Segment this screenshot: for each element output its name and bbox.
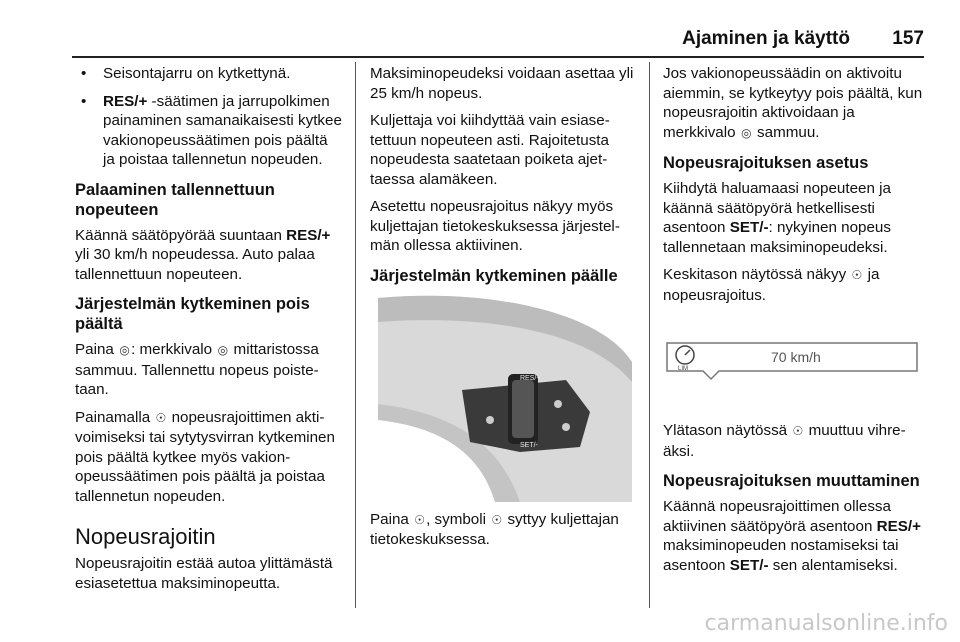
cruise-control-icon: ◎: [217, 343, 229, 357]
column-divider-2: [649, 62, 650, 608]
paragraph: [75, 408, 343, 507]
text: Käännä nopeusrajoittimen ollessa aktiivinen säätöpyörä asentoon: [663, 498, 891, 535]
text: yli 30 km/h nopeudessa. Auto palaa tallennettuun nopeuteen.: [75, 246, 315, 283]
text: mittaristossa sammuu. Tallennettu nopeus poistetaan.: [75, 341, 319, 398]
text: muuttuu vihreäksi.: [663, 422, 906, 460]
text: : nykyinen nopeus tallennetaan maksiminopeudeksi.: [663, 219, 891, 256]
control-label: RES/+: [103, 92, 148, 110]
cruise-control-icon: ◎: [119, 343, 130, 357]
res-label: RES/+: [520, 374, 541, 382]
text: , symboli: [426, 510, 491, 528]
paragraph: [663, 64, 929, 143]
heading-on: Järjestelmän kytkeminen päälle: [370, 266, 618, 285]
paragraph: [663, 265, 929, 305]
speed-limiter-icon: ☉: [792, 424, 804, 438]
page-number: 157: [892, 28, 924, 49]
speed-limiter-icon: ☉: [851, 268, 863, 282]
header-rule: [72, 56, 924, 58]
display-illustration: [663, 313, 925, 413]
display-speed: 70 km/h: [771, 349, 821, 365]
column-3: [663, 64, 929, 583]
paragraph: [75, 226, 343, 285]
paragraph: Nopeusrajoitin estää autoa ylittämästä esiasetettua maksiminopeutta.: [75, 555, 333, 592]
heading-change: Nopeusrajoituksen muuttaminen: [663, 472, 920, 490]
text: : merkkivalo: [131, 341, 217, 358]
text: Paina: [370, 510, 414, 528]
heading-off: Järjestelmän kytkeminen pois päältä: [75, 295, 310, 333]
paragraph: [663, 179, 929, 257]
paragraph: [663, 497, 929, 575]
text: Käännä säätöpyörää suuntaan: [75, 226, 287, 244]
steering-wheel-illustration: [370, 292, 632, 502]
paragraph: [370, 510, 638, 550]
paragraph: Kuljettaja voi kiihdyttää vain esiasetettuun nopeuteen asti. Rajoitetusta nopeudesta saatetaan poiketa ajettaessa alamäkeen.: [370, 112, 610, 188]
text: Keskitason näytössä näkyy: [663, 266, 851, 283]
text: Painamalla: [75, 408, 155, 426]
text: Ylätason näytössä: [663, 422, 792, 439]
text: ja nopeusrajoitus.: [663, 266, 880, 304]
text: Paina: [75, 341, 119, 358]
column-divider-1: [355, 62, 356, 608]
lim-label: LIM: [678, 366, 689, 372]
bullet-item: • Seisontajarru on kytkettynä.: [75, 64, 343, 84]
cruise-control-icon: ◎: [741, 125, 752, 140]
control-label: SET/-: [729, 556, 769, 574]
paragraph: Asetettu nopeusrajoitus näkyy myös kuljettajan tietokeskuksessa järjestelmän ollessa aktiivinen.: [370, 198, 620, 254]
heading-set: Nopeusrajoituksen asetus: [663, 154, 869, 172]
bullet-text: -säätimen ja jarrupolkimen painaminen samanaikaisesti kytkee vakionopeussäätimen pois päältä ja poistaa tallennetun nopeuden.: [103, 92, 342, 168]
speed-limiter-icon: ☉: [414, 512, 425, 527]
control-label: RES/+: [286, 226, 331, 244]
heading-return: Palaaminen tallennettuun nopeuteen: [75, 180, 275, 219]
text: sen alentamiseksi.: [768, 556, 898, 574]
set-label: SET/-: [520, 441, 538, 449]
text: maksiminopeuden nostamiseksi tai asentoon: [663, 537, 899, 574]
speed-limiter-icon: ☉: [155, 410, 167, 425]
text: Kiihdytä haluamaasi nopeuteen ja käännä säätöpyörä hetkellisesti asentoon: [663, 180, 891, 236]
column-1: [75, 64, 343, 601]
chapter-title: Ajaminen ja käyttö: [682, 28, 850, 49]
paragraph: [663, 421, 929, 461]
paragraph: [75, 340, 343, 400]
control-label: RES/+: [876, 517, 921, 535]
text: syttyy kuljettajan tietokeskuksessa.: [370, 510, 619, 548]
speed-limiter-icon: ☉: [491, 512, 503, 527]
text: nopeusrajoittimen aktivoimiseksi tai sytytysvirran kytkeminen pois päältä kytkee myös vakionopeussäätimen pois päältä ja poistaa tallennetun nopeuden.: [75, 408, 335, 505]
text: sammuu.: [752, 123, 820, 141]
bullet-item: [75, 92, 343, 170]
control-label: SET/-: [729, 219, 769, 236]
watermark: carmanualsonline.info: [704, 611, 948, 636]
page-header: [0, 0, 960, 58]
text: Jos vakionopeussäädin on aktivoitu aiemmin, se kytkeytyy pois päältä, kun nopeusrajoitin aktivoidaan ja merkkivalo: [663, 65, 923, 141]
column-2: [370, 64, 638, 558]
heading-limiter: Nopeusrajoitin: [75, 524, 216, 549]
paragraph: Maksiminopeudeksi voidaan asettaa yli 25 km/h nopeus.: [370, 65, 634, 102]
